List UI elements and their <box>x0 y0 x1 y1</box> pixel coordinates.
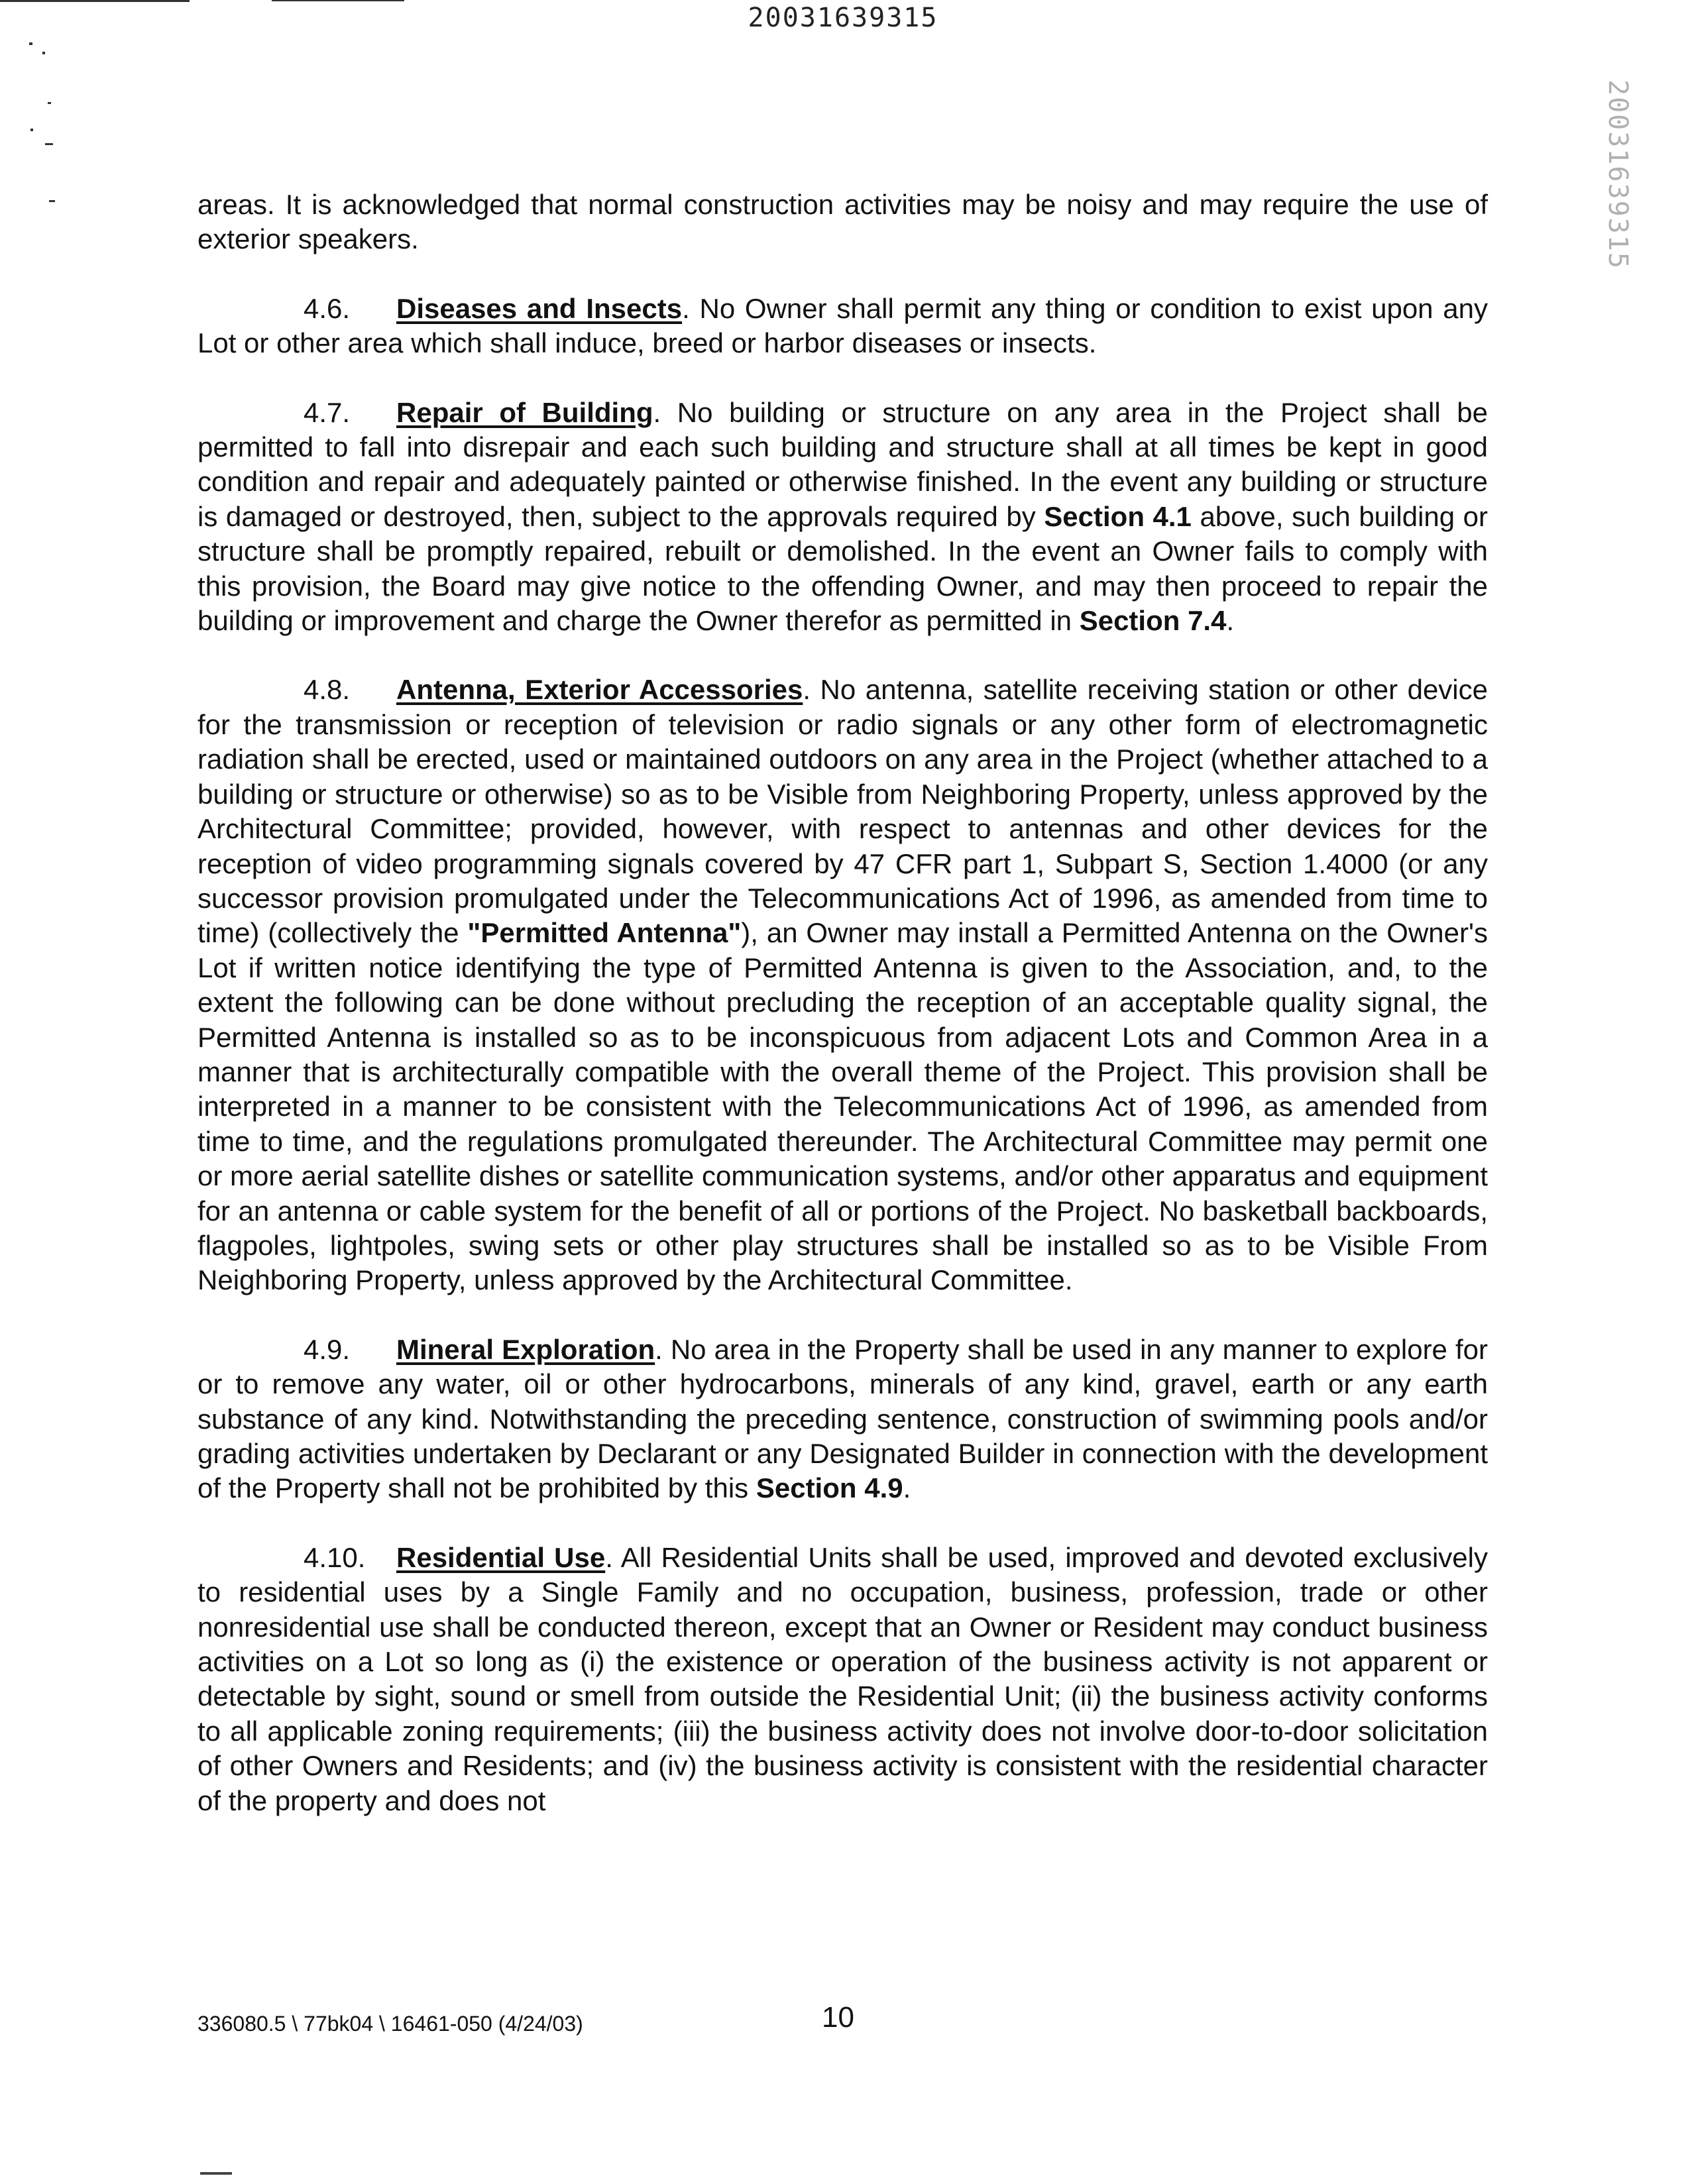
section-title: Repair of Building <box>396 396 653 428</box>
section-number: 4.8. <box>304 674 351 706</box>
section-number: 4.10. <box>304 1541 366 1573</box>
section-title: Antenna, Exterior Accessories <box>396 674 803 706</box>
section-number: 4.6. <box>304 292 351 324</box>
section-text: above, such building or structure shall be promptly repaired, rebuilt or demolished. In the event an Owner fails to comply with this provision, the Board may give notice to the offending Owner, and may then proceed to repair the building or improvement and charge the Owner therefor as permitted in <box>197 500 1488 637</box>
document-body <box>197 188 1488 1853</box>
defined-term: "Permitted Antenna" <box>467 917 742 949</box>
section-text: . All Residential Units shall be used, improved and devoted exclusively to residential uses by a Single Family and no occupation, business, profession, trade or other nonresidential use shall be conducted thereon, except that an Owner or Resident may conduct business activities on a Lot so long as (i) the existence or operation of the business activity is not apparent or detectable by sight, sound or smell from outside the Residential Unit; (ii) the business activity conforms to all applicable zoning requirements; (iii) the business activity does not involve door-to-door solicitation of other Owners and Residents; and (iv) the business activity is consistent with the residential character of the property and does not <box>197 1541 1488 1816</box>
section-title: Diseases and Insects <box>396 292 683 324</box>
side-stamp-text: 20031639315 <box>1602 80 1633 270</box>
section-title: Residential Use <box>396 1541 606 1573</box>
section-number: 4.9. <box>304 1333 351 1365</box>
margin-speck <box>45 143 53 145</box>
margin-speck <box>29 42 32 45</box>
footer-reference: 336080.5 \ 77bk04 \ 16461-050 (4/24/03) <box>197 2012 583 2036</box>
section-text: ), an Owner may install a Permitted Antenna on the Owner's Lot if written notice identifying the type of Permitted Antenna is given to the Association, and, to the extent the following can be done without precluding the reception of an acceptable quality signal, the Permitted Antenna is installed so as to be inconspicuous from adjacent Lots and Common Area in a manner that is architecturally compatible with the overall theme of the Project. This provision shall be interpreted in a manner to be consistent with the Telecommunications Act of 1996, as amended from time to time, and the regulations promulgated thereunder. The Architectural Committee may permit one or more aerial satellite dishes or satellite communication systems, and/or other apparatus and equipment for an antenna or cable system for the benefit of all or portions of the Project. No basketball backboards, flagpoles, lightpoles, swing sets or other play structures shall be installed so as to be Visible From Neighboring Property, unless approved by the Architectural Committee. <box>197 917 1488 1296</box>
section-reference: Section 7.4 <box>1079 605 1227 637</box>
page-number: 10 <box>822 2001 854 2034</box>
section-4-9 <box>197 1333 1488 1506</box>
document-number: 20031639315 <box>748 3 938 33</box>
margin-speck <box>48 102 51 104</box>
section-4-6 <box>197 292 1488 361</box>
section-number: 4.7. <box>304 396 351 428</box>
margin-speck <box>30 129 33 131</box>
section-4-8 <box>197 673 1488 1297</box>
section-reference: Section 4.9 <box>756 1472 903 1504</box>
margin-speck <box>49 200 55 202</box>
section-4-10 <box>197 1541 1488 1818</box>
section-text: . No antenna, satellite receiving station or other device for the transmission or reception of television or radio signals or any other form of electromagnetic radiation shall be erected, used or maintained outdoors on any area in the Project (whether attached to a building or structure or otherwise) so as to be Visible from Neighboring Property, unless approved by the Architectural Committee; provided, however, with respect to antennas and other devices for the reception of video programming signals covered by 47 CFR part 1, Subpart S, Section 1.4000 (or any successor provision promulgated under the Telecommunications Act of 1996, as amended from time to time) (collectively the <box>197 674 1488 949</box>
section-text: . No Owner shall permit any thing or condition to exist upon any Lot or other area which shall induce, breed or harbor diseases or insects. <box>197 292 1489 359</box>
section-title: Mineral Exploration <box>396 1333 655 1365</box>
top-rule-right <box>272 0 404 1</box>
bottom-rule <box>200 2172 232 2175</box>
section-text: . No area in the Property shall be used in any manner to explore for or to remove any water, oil or other hydrocarbons, minerals of any kind, gravel, earth or any earth substance of any kind. Notwithstanding the preceding sentence, construction of swimming pools and/or grading activities undertaken by Declarant or any Designated Builder in connection with the development of the Property shall not be prohibited by this <box>197 1333 1488 1504</box>
section-text: . <box>903 1472 911 1504</box>
top-rule-left <box>0 0 190 2</box>
side-stamp <box>1602 80 1636 305</box>
paragraph-text: areas. It is acknowledged that normal construction activities may be noisy and may require the use of exterior speakers. <box>197 189 1488 255</box>
section-text: . No building or structure on any area in the Project shall be permitted to fall into disrepair and each such building and structure shall at all times be kept in good condition and repair and adequately painted or otherwise finished. In the event any building or structure is damaged or destroyed, then, subject to the approvals required by <box>197 396 1488 532</box>
paragraph-continuation <box>197 188 1488 257</box>
section-reference: Section 4.1 <box>1044 500 1192 532</box>
section-4-7 <box>197 396 1488 639</box>
margin-speck <box>42 52 45 54</box>
section-text: . <box>1226 605 1235 637</box>
